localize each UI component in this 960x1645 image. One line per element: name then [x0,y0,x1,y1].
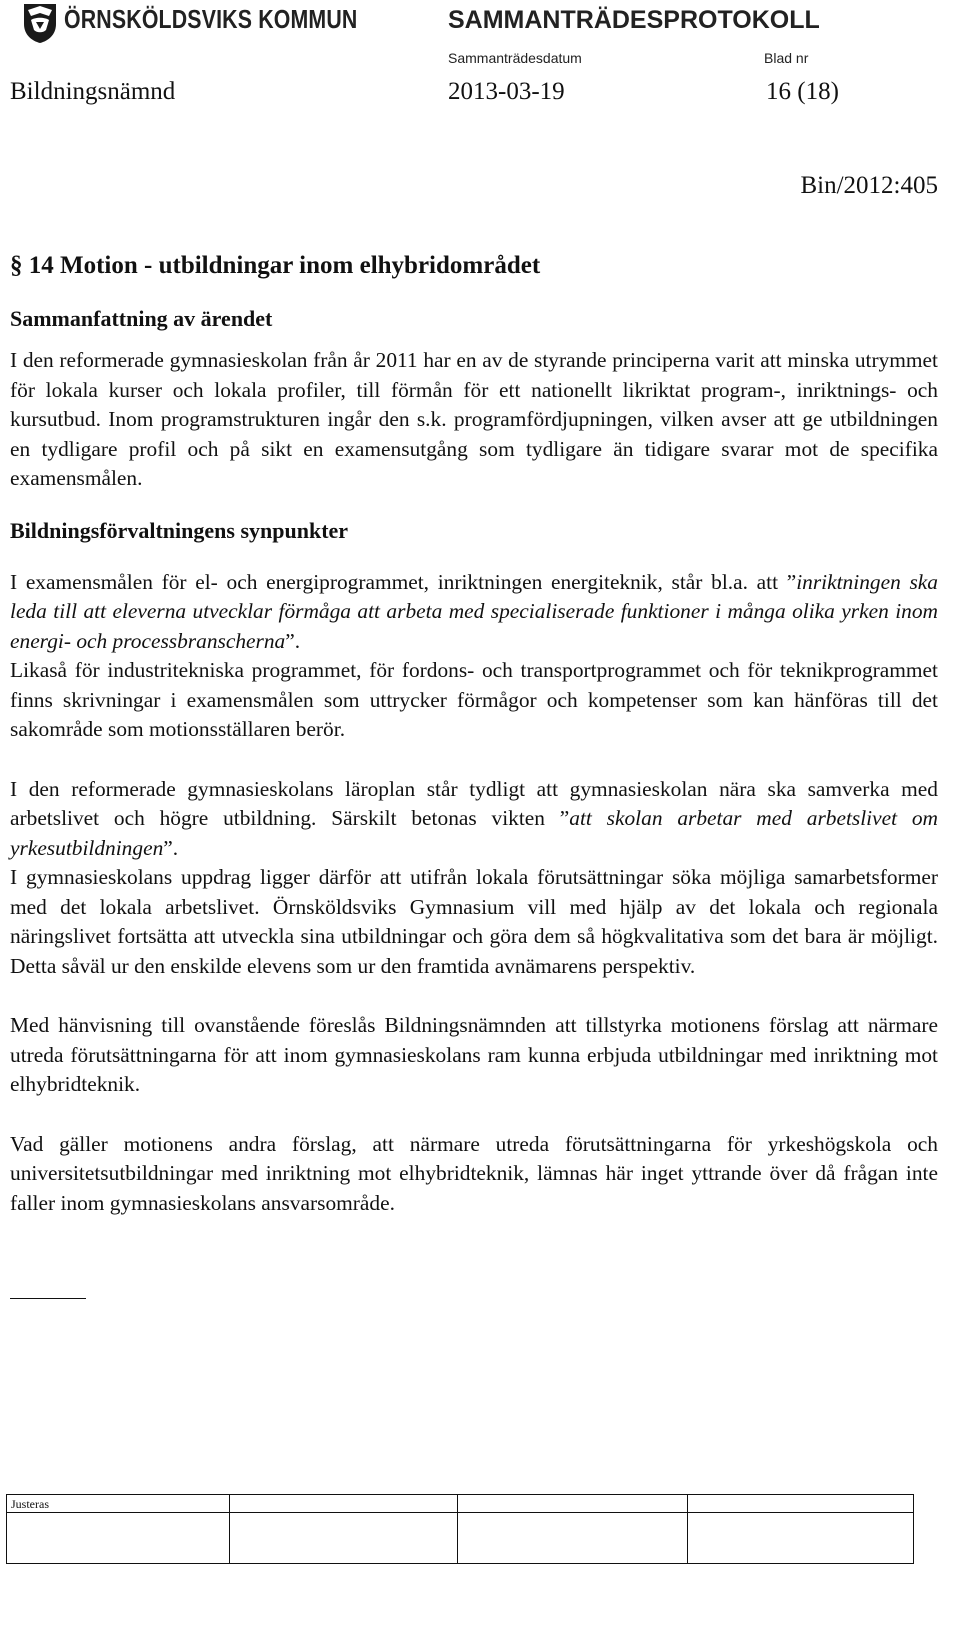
signature-label: Justeras [11,1497,49,1511]
signature-cell-divider [457,1495,458,1563]
views-paragraph-5: Med hänvisning till ovanstående föreslås Bildningsnämnden att tillstyrka motionens förslag att närmare utreda förutsättningarna för att inom gymnasieskolans ram kunna erbjuda utbildningar med inriktning mot elhybridteknik. [10,1013,938,1096]
signature-cell-divider [687,1495,688,1563]
organization-name: Bildningsnämnd [10,78,176,105]
document-type: SAMMANTRÄDESPROTOKOLL [448,6,820,34]
views-paragraph-1: I examensmålen för el- och energiprogrammet, inriktningen energiteknik, står bl.a. att ”inriktningen ska leda till att eleverna utvecklar förmåga att arbeta med specialiserade funktioner i många olika yrken inom energi- och processbranscherna”. [10,569,938,653]
views-quote-2: att skolan arbetar med arbetslivet om yrkesutbildningen [10,806,938,860]
case-reference: Bin/2012:405 [800,172,938,199]
views-paragraph-4: I gymnasieskolans uppdrag ligger därför att utifrån lokala förutsättningar söka möjliga samarbetsformer med det lokala arbetslivet. Örnsköldsviks Gymnasium vill med hjälp av det lokala och regionala näringslivet fortsätta att utveckla sina utbildningar och göra dem så högkvalitativa som det bara är möjligt. Detta såväl ur den enskilde elevens som ur den framtida avnämarens perspektiv. [10,865,938,978]
page-number: 16 (18) [766,78,839,105]
summary-heading: Sammanfattning av ärendet [10,306,273,331]
footnote-divider [10,1298,86,1299]
views-paragraph-2: Likaså för industritekniska programmet, för fordons- och transportprogrammet och för teknikprogrammet finns skrivningar i examensmålen som uttrycker förmågor och kompetenser som kan hänföras till det sakområde som motionsställaren berör. [10,658,938,741]
document-body [10,250,938,1299]
municipality-name: ÖRNSKÖLDSVIKS KOMMUN [64,4,358,34]
views-quote-1: inriktningen ska leda till att eleverna utvecklar förmåga att arbeta med specialiserade funktioner i många olika yrken inom energi- och processbranscherna [10,569,938,653]
meeting-date-label: Sammanträdesdatum [448,50,582,66]
municipality-crest-icon [22,2,58,44]
views-paragraph-3: I den reformerade gymnasieskolans läroplan står tydligt att gymnasieskolan nära ska samverka med arbetslivet och högre utbildning. Särskilt betonas vikten ”att skolan arbetar med arbetslivet om yrkesutbildningen”. [10,776,938,860]
meeting-date: 2013-03-19 [448,78,565,105]
section-title: § 14 Motion - utbildningar inom elhybridområdet [10,252,541,279]
signature-cell-divider [229,1495,230,1563]
views-heading: Bildningsförvaltningens synpunkter [10,517,349,543]
views-paragraph-6: Vad gäller motionens andra förslag, att närmare utreda förutsättningarna för yrkeshögskola och universitetsutbildningar med inriktning mot elhybridteknik, lämnas här inget yttrande över då frågan inte faller inom gymnasieskolans ansvarsområde. [10,1131,938,1215]
page-number-label: Blad nr [764,50,809,66]
signature-table [6,1494,914,1564]
signature-table-divider [7,1512,913,1513]
summary-paragraph: I den reformerade gymnasieskolan från år 2011 har en av de styrande principerna varit att minska utrymmet för lokala kurser och lokala profiler, till förmån för ett nationellt likriktat program-, inriktnings- och kursutbud. Inom programstrukturen ingår den s.k. programfördjupningen, vilken avser att ge utbildningen en tydligare profil och på sikt en examensutgång som tydligare än tidigare svarar mot de specifika examensmålen. [10,348,938,490]
